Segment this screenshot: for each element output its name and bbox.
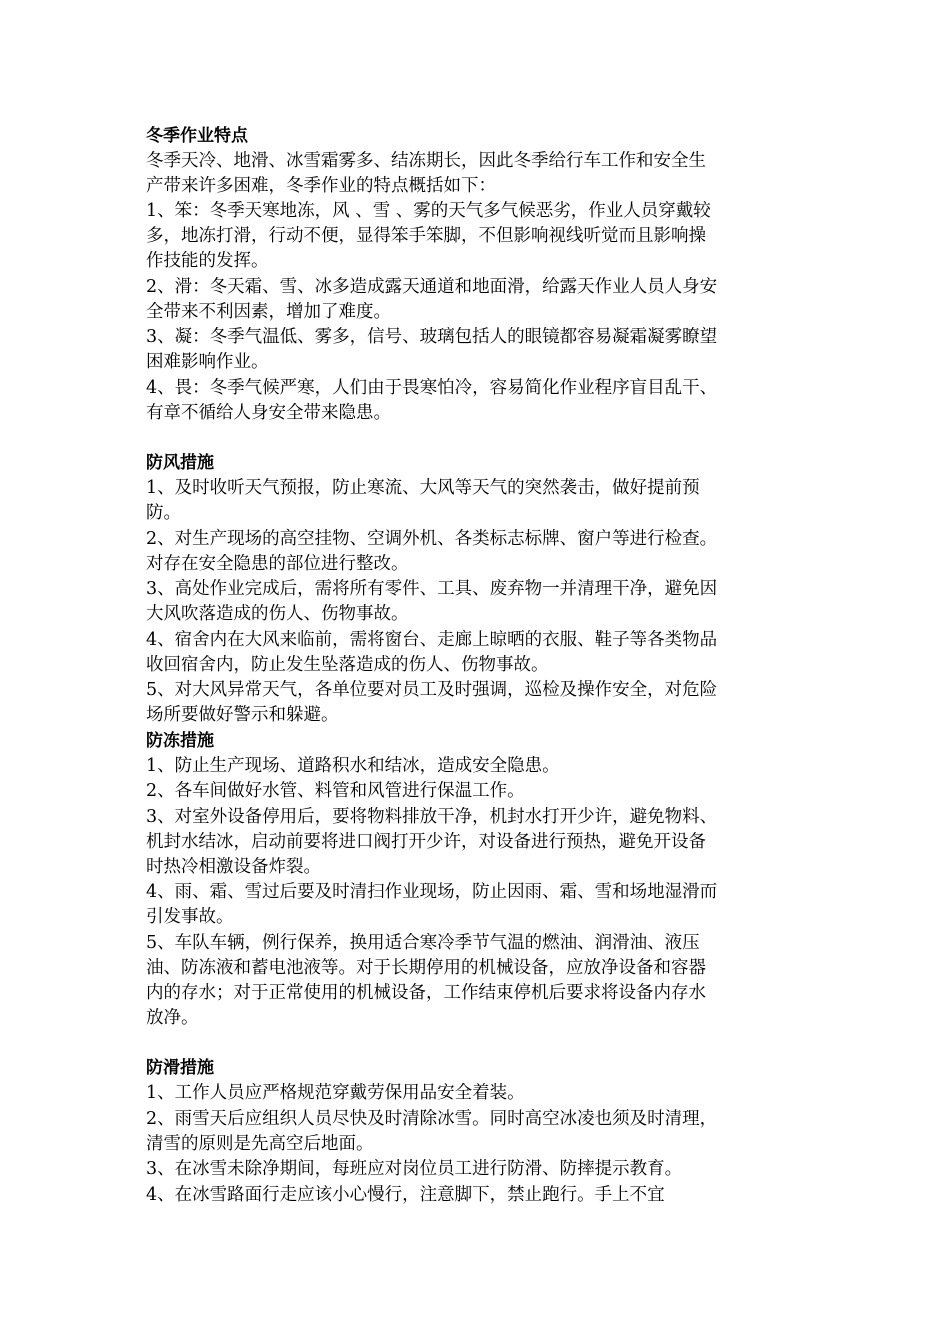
list-item: 1、工作人员应严格规范穿戴劳保用品安全着装。 bbox=[146, 1083, 525, 1103]
list-item: 3、在冰雪未除净期间，每班应对岗位员工进行防滑、防摔提示教育。 bbox=[146, 1159, 683, 1179]
list-item: 2、各车间做好水管、料管和风管进行保温工作。 bbox=[146, 781, 525, 801]
list-item: 4、畏：冬季气候严寒，人们由于畏寒怕冷，容易简化作业程序盲目乱干、有章不循给人身安全带来隐患。 bbox=[146, 377, 718, 423]
spacer bbox=[146, 426, 718, 451]
list-item: 3、凝：冬季气温低、雾多，信号、玻璃包括人的眼镜都容易凝霜凝雾瞭望困难影响作业。 bbox=[146, 327, 718, 372]
document-page bbox=[146, 124, 718, 1208]
list-item: 4、雨、霜、雪过后要及时清扫作业现场，防止因雨、霜、雪和场地湿滑而引发事故。 bbox=[146, 882, 718, 927]
section-title-slip-prevention: 防滑措施 bbox=[146, 1058, 214, 1078]
list-item: 5、对大风异常天气，各单位要对员工及时强调，巡检及操作安全，对危险场所要做好警示和躲避。 bbox=[146, 680, 718, 725]
list-item: 4、宿舍内在大风来临前，需将窗台、走廊上晾晒的衣服、鞋子等各类物品收回宿舍内，防止发生坠落造成的伤人、伤物事故。 bbox=[146, 629, 718, 675]
section-title-freeze-prevention: 防冻措施 bbox=[146, 730, 214, 751]
list-item: 4、在冰雪路面行走应该小心慢行，注意脚下，禁止跑行。手上不宜 bbox=[146, 1184, 665, 1205]
list-item: 5、车队车辆，例行保养，换用适合寒冷季节气温的燃油、润滑油、液压油、防冻液和蓄电池液等。对于长期停用的机械设备，应放净设备和容器内的存水；对于正常使用的机械设备，工作结束停机后要求将设备内存水放净。 bbox=[146, 932, 706, 1028]
list-item: 3、对室外设备停用后，要将物料排放干净，机封水打开少许，避免物料、机封水结冰，启动前要将进口阀打开少许，对设备进行预热，避免开设备时热冷相激设备炸裂。 bbox=[146, 806, 718, 877]
list-item: 1、笨：冬季天寒地冻，风 、雪 、雾的天气多气候恶劣，作业人员穿戴较多，地冻打滑，行动不便，显得笨手笨脚，不但影响视线听觉而且影响操作技能的发挥。 bbox=[146, 201, 711, 271]
list-item: 1、防止生产现场、道路积水和结冰，造成安全隐患。 bbox=[146, 755, 560, 776]
section-title-wind-prevention: 防风措施 bbox=[146, 453, 214, 473]
section-title-winter-features: 冬季作业特点 bbox=[146, 126, 248, 146]
list-item: 2、雨雪天后应组织人员尽快及时清除冰雪。同时高空冰凌也须及时清理，清雪的原则是先高空后地面。 bbox=[146, 1108, 718, 1154]
list-item: 1、及时收听天气预报，防止寒流、大风等天气的突然袭击，做好提前预防。 bbox=[146, 478, 700, 523]
section-intro: 冬季天冷、地滑、冰雪霜雾多、结冻期长，因此冬季给行车工作和安全生产带来许多困难，冬季作业的特点概括如下： bbox=[146, 151, 706, 196]
spacer bbox=[146, 1031, 718, 1056]
list-item: 2、滑：冬天霜、雪、冰多造成露天通道和地面滑，给露天作业人员人身安全带来不利因素，增加了难度。 bbox=[146, 276, 718, 322]
list-item: 3、高处作业完成后，需将所有零件、工具、废弃物一并清理干净，避免因大风吹落造成的伤人、伤物事故。 bbox=[146, 579, 718, 624]
list-item: 2、对生产现场的高空挂物、空调外机、各类标志标牌、窗户等进行检查。对存在安全隐患的部位进行整改。 bbox=[146, 528, 718, 574]
